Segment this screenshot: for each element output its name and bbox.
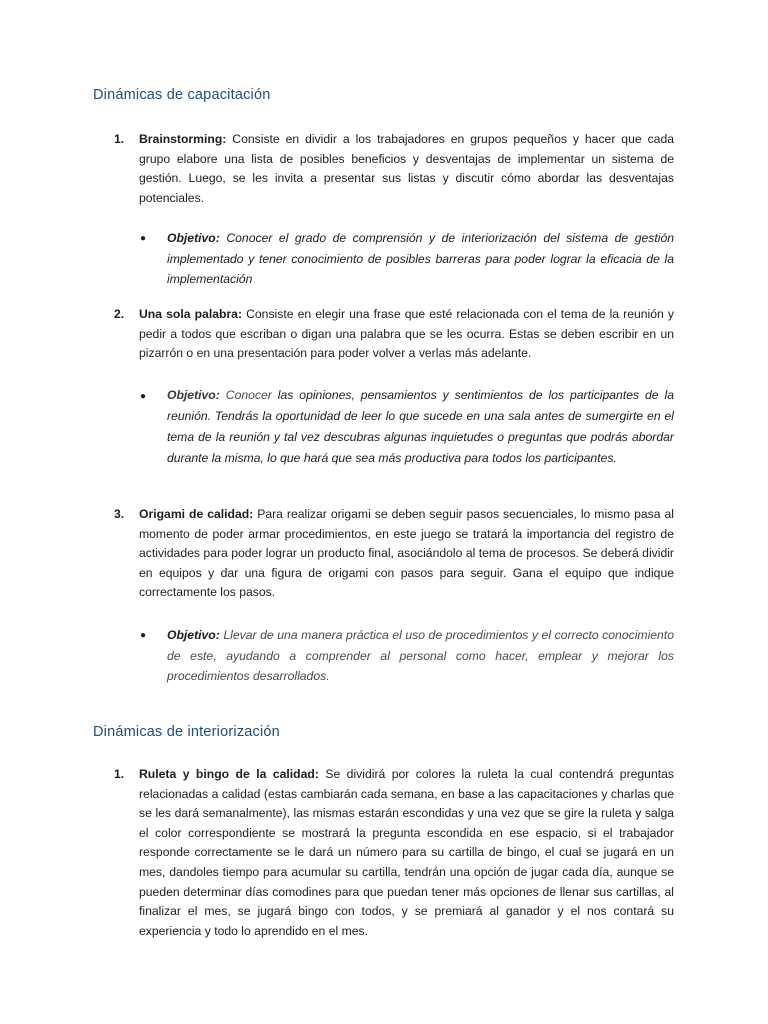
objective-text: las opiniones, pensamientos y sentimientos de los participantes de la reunión. Tendrás la oportunidad de leer lo que sucede en una sala antes de sumergirte en el tema de la reunión y tal vez descubras algunas inquietudes o preguntas que podrás abordar durante la misma, lo que hará que sea más productiva para todos los participantes. (167, 388, 675, 465)
bullet-icon: ● (140, 391, 147, 402)
item-text: Para realizar origami se deben seguir pasos secuenciales, lo mismo pasa al momento de poder armar procedimientos, en este juego se tratará la importancia del registro de actividades para poder lograr un producto final, asociándolo al tema de procesos. Se deberá dividir en equipos y dar una figura de origami con pasos para seguir. Gana el equipo que indique correctamente los pasos. (139, 507, 674, 600)
item-term: Ruleta y bingo de la calidad: (139, 767, 319, 781)
objective-bullet (140, 228, 674, 290)
list-number: 3. (114, 507, 125, 521)
list-item-una-sola-palabra (114, 305, 674, 364)
section-heading-capacitacion: Dinámicas de capacitación (93, 87, 271, 103)
list-item-ruleta-bingo (114, 765, 674, 941)
objective-bullet (140, 625, 674, 687)
objective-label: Objetivo: (167, 628, 220, 642)
section-heading-interiorizacion: Dinámicas de interiorización (93, 724, 280, 740)
list-number: 1. (114, 132, 125, 146)
objective-label: Objetivo: (167, 231, 220, 245)
objective-label: Objetivo: (167, 388, 220, 402)
list-number: 2. (114, 307, 125, 321)
objective-text: Conocer el grado de comprensión y de interiorización del sistema de gestión implementado y tener conocimiento de posibles barreras para poder lograr la eficacia de la implementación (167, 231, 674, 286)
objective-text-lead: Conocer (219, 388, 272, 402)
list-item-origami (114, 505, 674, 603)
item-term: Una sola palabra: (139, 307, 243, 321)
item-text: Se dividirá por colores la ruleta la cual contendrá preguntas relacionadas a calidad (estas cambiarán cada semana, en base a las capacitaciones y charlas que se les dará semanalmente), las mismas estarán escondidas y una vez que se gire la ruleta y salga el color correspondiente se mostrará la pregunta escondida en ese espacio, si el trabajador responde correctamente se le dará un número para su cartilla de bingo, el cual se jugará en un mes, dandoles tiempo para acumular su cartilla, tendrán una opción de jugar cada día, aunque se pueden determinar días comodines para que puedan tener más opciones de llenar sus cartillas, al finalizar el mes, se jugará bingo con todos, y se premiará al ganador y el nos contará su experiencia y todo lo aprendido en el mes. (139, 767, 674, 938)
item-term: Brainstorming: (139, 132, 227, 146)
item-text: Consiste en dividir a los trabajadores en grupos pequeños y hacer que cada grupo elabore una lista de posibles beneficios y desventajas de implementar un sistema de gestión. Luego, se les invita a presentar sus listas y discutir cómo abordar las desventajas potenciales. (139, 132, 674, 205)
bullet-icon: ● (140, 233, 147, 244)
list-item-brainstorming (114, 130, 674, 208)
objective-text: Llevar de una manera práctica el uso de procedimientos y el correcto conocimiento de este, ayudando a comprender al personal como hacer, emplear y mejorar los procedimientos desarrollados. (167, 628, 674, 683)
bullet-icon: ● (140, 630, 147, 641)
objective-bullet (140, 385, 674, 469)
item-text: Consiste en elegir una frase que esté relacionada con el tema de la reunión y pedir a todos que escriban o digan una palabra que se les ocurra. Estas se deben escribir en un pizarrón o en una presentación para poder volver a verlas más adelante. (139, 307, 674, 361)
list-number: 1. (114, 767, 125, 781)
item-term: Origami de calidad: (139, 507, 254, 521)
